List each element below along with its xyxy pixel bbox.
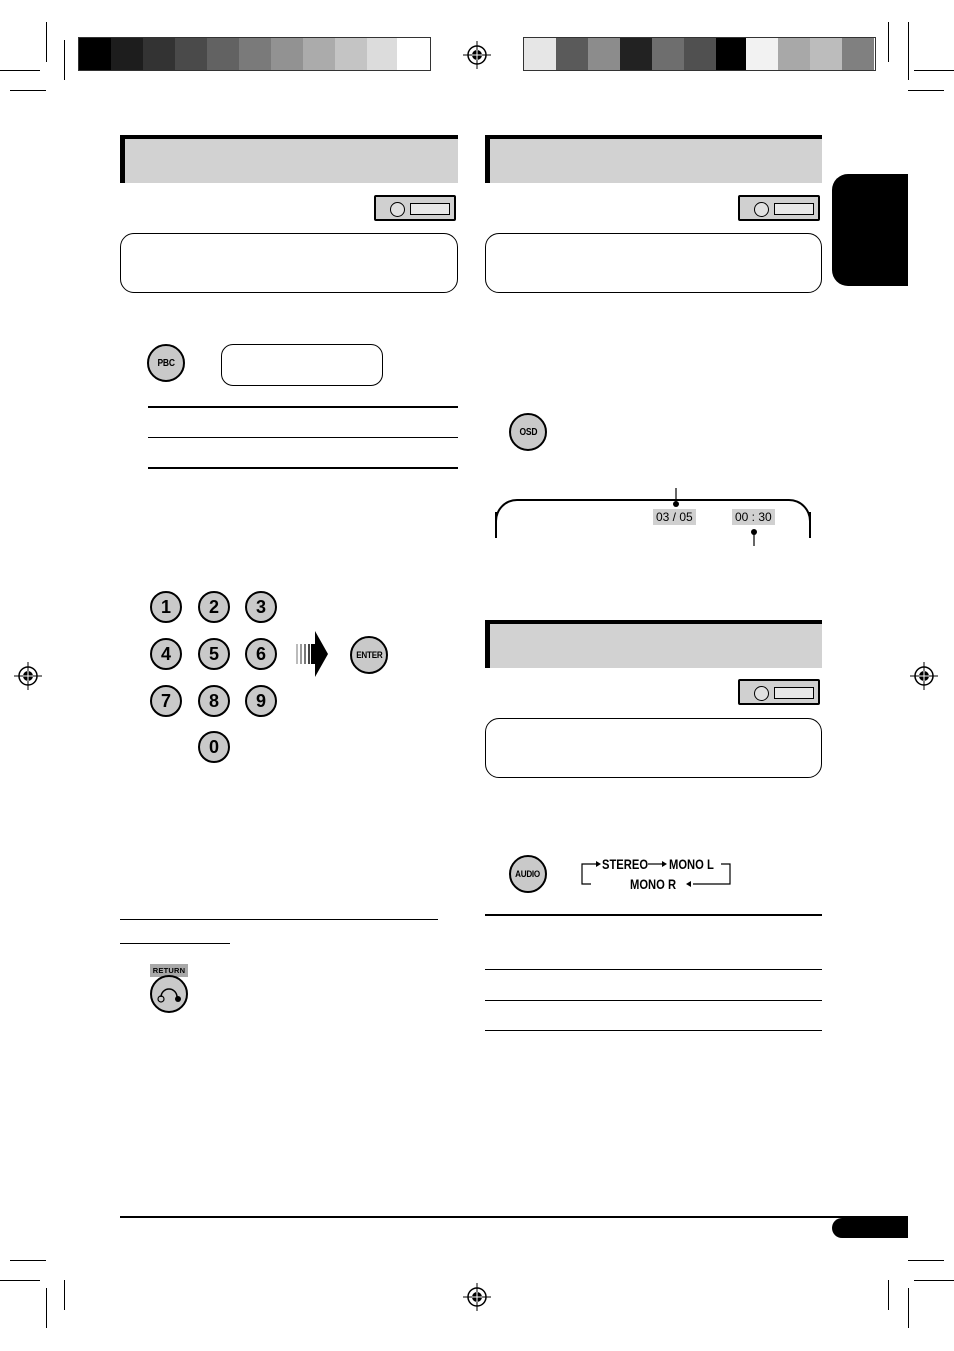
number-button-2[interactable]: 2: [198, 591, 230, 623]
swatch: [367, 38, 397, 70]
divider-line: [120, 943, 230, 944]
audio-button[interactable]: AUDIO: [509, 855, 547, 893]
swatch: [746, 38, 778, 70]
enter-button[interactable]: ENTER: [350, 636, 388, 674]
crop-mark: [908, 90, 944, 91]
osd-time-display: 00 : 30: [732, 509, 775, 525]
register-mark-icon: [463, 41, 491, 69]
osd-screen-side-right: [809, 512, 811, 538]
number-button-1[interactable]: 1: [150, 591, 182, 623]
register-mark-icon: [910, 662, 938, 690]
number-button-0[interactable]: 0: [198, 731, 230, 763]
swatch: [810, 38, 842, 70]
swatch: [207, 38, 239, 70]
unit-icon: [374, 195, 456, 221]
return-button-label: RETURN: [152, 966, 186, 975]
crop-mark: [888, 22, 889, 62]
crop-mark: [908, 1288, 909, 1328]
language-tab: [832, 174, 908, 286]
crop-mark: [64, 40, 65, 80]
swatch: [335, 38, 367, 70]
crop-mark: [0, 70, 40, 71]
footer-rule: [120, 1216, 908, 1218]
table-rule: [148, 467, 458, 469]
section-header-left: [120, 135, 458, 183]
table-rule: [148, 437, 458, 438]
note-box-audio: [485, 718, 822, 778]
register-mark-icon: [14, 662, 42, 690]
section-header-right: [485, 135, 822, 183]
divider-line: [120, 919, 438, 920]
note-box-right: [485, 233, 822, 293]
swatch: [303, 38, 335, 70]
crop-mark: [0, 1280, 40, 1281]
swatch: [79, 38, 111, 70]
table-rule: [485, 1030, 822, 1031]
crop-mark: [908, 1260, 944, 1261]
audio-mode-mono-l: MONO L: [669, 856, 714, 872]
number-button-8[interactable]: 8: [198, 685, 230, 717]
crop-mark: [888, 1280, 889, 1310]
swatch: [778, 38, 810, 70]
crop-mark: [46, 1288, 47, 1328]
swatch: [271, 38, 303, 70]
crop-mark: [914, 1280, 954, 1281]
table-rule: [485, 969, 822, 970]
number-button-4[interactable]: 4: [150, 638, 182, 670]
table-rule: [485, 914, 822, 916]
swatch: [716, 38, 746, 70]
section-header-audio: [485, 620, 822, 668]
osd-chapter-display: 03 / 05: [653, 509, 696, 525]
page-number-tab: [832, 1218, 908, 1238]
osd-screen-side-left: [495, 512, 497, 538]
register-mark-icon: [463, 1283, 491, 1311]
swatch: [684, 38, 716, 70]
crop-mark: [64, 1280, 65, 1310]
unit-icon: [738, 679, 820, 705]
audio-mode-mono-r: MONO R: [630, 876, 677, 892]
osd-screen-mask: [485, 533, 820, 543]
swatch: [239, 38, 271, 70]
unit-icon: [738, 195, 820, 221]
crop-mark: [908, 22, 909, 80]
number-button-3[interactable]: 3: [245, 591, 277, 623]
number-button-6[interactable]: 6: [245, 638, 277, 670]
swatch: [143, 38, 175, 70]
return-button[interactable]: [150, 975, 188, 1013]
crop-mark: [10, 1260, 46, 1261]
return-arrow-icon: [154, 983, 184, 1005]
swatch: [842, 38, 874, 70]
number-button-7[interactable]: 7: [150, 685, 182, 717]
crop-mark: [46, 22, 47, 62]
swatch: [524, 38, 556, 70]
swatch: [111, 38, 143, 70]
audio-mode-stereo: STEREO: [602, 856, 649, 872]
crop-mark: [10, 90, 46, 91]
table-rule: [485, 1000, 822, 1001]
callout-pointer: [671, 488, 681, 508]
arrow-right-icon: [295, 630, 329, 678]
swatch: [175, 38, 207, 70]
callout-pointer: [749, 528, 759, 548]
osd-button[interactable]: OSD: [509, 413, 547, 451]
swatch: [556, 38, 588, 70]
swatch: [397, 38, 429, 70]
note-box-left: [120, 233, 458, 293]
crop-mark: [914, 70, 954, 71]
pbc-display-box: [221, 344, 383, 386]
swatch: [620, 38, 652, 70]
number-button-5[interactable]: 5: [198, 638, 230, 670]
number-button-9[interactable]: 9: [245, 685, 277, 717]
swatch: [588, 38, 620, 70]
table-rule: [148, 406, 458, 408]
pbc-button[interactable]: PBC: [147, 344, 185, 382]
swatch: [652, 38, 684, 70]
